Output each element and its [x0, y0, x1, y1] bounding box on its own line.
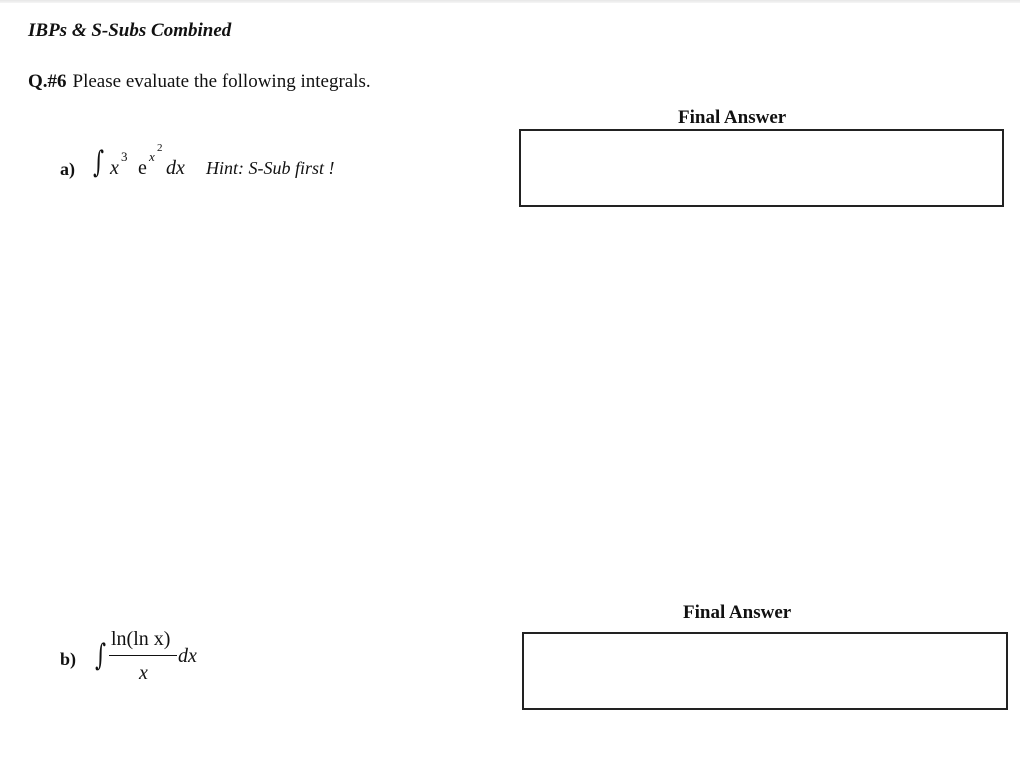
integral-sign-b: ∫	[95, 638, 106, 673]
question-prompt	[28, 71, 371, 93]
integrand-x-a: x	[110, 157, 119, 179]
integral-sign-a: ∫	[93, 145, 104, 180]
final-answer-box-b[interactable]	[522, 632, 1008, 710]
final-answer-label-a: Final Answer	[678, 107, 787, 128]
page-top-edge	[0, 0, 1020, 3]
fraction-denominator-b: x	[139, 662, 148, 684]
final-answer-box-a[interactable]	[519, 129, 1004, 207]
exponent-3-a: 3	[121, 149, 128, 164]
fraction-bar-b	[109, 655, 177, 656]
hint-a: Hint: S-Sub first !	[206, 158, 335, 178]
question-text: Please evaluate the following integrals.	[72, 71, 371, 92]
fraction-numerator-b	[111, 628, 170, 651]
numerator-text-b: ln(ln x)	[111, 628, 171, 650]
exponent-x-a: x	[149, 149, 155, 164]
part-b-label: b)	[60, 649, 77, 669]
question-number: Q.#6	[28, 71, 67, 92]
exponent-2-a: 2	[157, 142, 163, 154]
final-answer-label-b: Final Answer	[683, 602, 792, 623]
integrand-e-a: e	[138, 157, 147, 179]
part-a-label: a)	[60, 159, 75, 179]
differential-b: dx	[178, 645, 197, 667]
differential-a: dx	[166, 157, 185, 179]
page-title: IBPs & S-Subs Combined	[28, 20, 232, 41]
